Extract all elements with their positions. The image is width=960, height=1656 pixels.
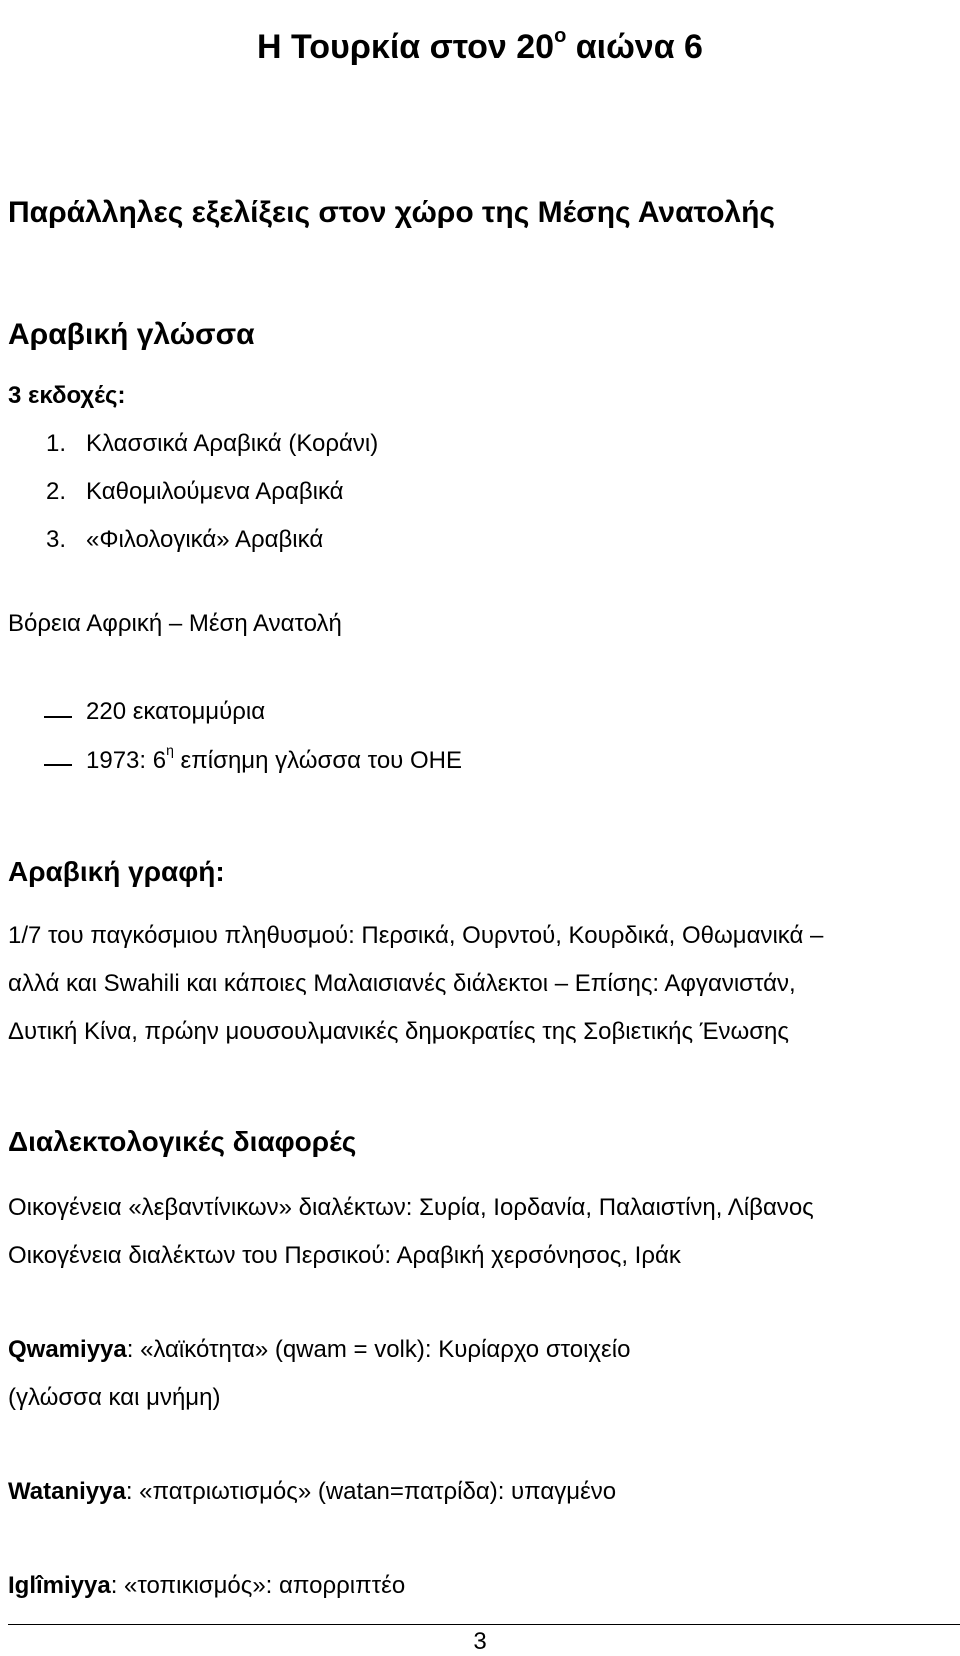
list-item: Καθομιλούμενα Αραβικά — [86, 478, 344, 505]
paragraph-line: αλλά και Swahili και κάποιες Μαλαισιανές διάλεκτοι – Επίσης: Αφγανιστάν, — [8, 970, 796, 997]
list-item-number: 1. — [46, 430, 67, 457]
paragraph-line: Οικογένεια διαλέκτων του Περσικού: Αραβική χερσόνησος, Ιράκ — [8, 1242, 681, 1269]
page-number: 3 — [473, 1628, 487, 1655]
list-item-number: 3. — [46, 526, 67, 553]
term-qwamiyya: Qwamiyya: «λαϊκότητα» (qwam = volk): Κυρίαρχο στοιχείο — [8, 1336, 631, 1363]
list-item: «Φιλολογικά» Αραβικά — [86, 526, 324, 553]
section-heading: Παράλληλες εξελίξεις στον χώρο της Μέσης Ανατολής — [8, 196, 776, 229]
list-item: Κλασσικά Αραβικά (Κοράνι) — [86, 430, 379, 457]
term-continuation: (γλώσσα και μνήμη) — [8, 1384, 221, 1411]
dash-bullet — [44, 764, 72, 766]
region-line: Βόρεια Αφρική – Μέση Ανατολή — [8, 610, 342, 637]
arabic-language-heading: Αραβική γλώσσα — [8, 318, 255, 351]
term-iglimiyya: Iglîmiyya: «τοπικισμός»: απορριπτέο — [8, 1572, 406, 1599]
paragraph-line: 1/7 του παγκόσμιου πληθυσμού: Περσικά, Ουρντού, Κουρδικά, Οθωμανικά – — [8, 922, 824, 949]
term-wataniyya: Wataniyya: «πατριωτισμός» (watan=πατρίδα): υπαγμένο — [8, 1478, 617, 1505]
fact-item: 1973: $6^\eta$ επίσημη γλώσσα του ΟΗΕ — [86, 742, 462, 774]
paragraph-line: Οικογένεια «λεβαντίνικων» διαλέκτων: Συρία, Ιορδανία, Παλαιστίνη, Λίβανος — [8, 1194, 814, 1221]
paragraph-line: Δυτική Κίνα, πρώην μουσουλμανικές δημοκρατίες της Σοβιετικής Ένωσης — [8, 1018, 789, 1045]
dialects-heading: Διαλεκτολογικές διαφορές — [8, 1126, 357, 1157]
list-item-number: 2. — [46, 478, 67, 505]
footer-divider — [8, 1624, 960, 1625]
arabic-script-heading: Αραβική γραφή: — [8, 856, 225, 887]
page-title: Η Τουρκία στον $20^o$ αιώνα 6 — [257, 24, 703, 66]
fact-item: 220 εκατομμύρια — [86, 698, 266, 725]
versions-label: 3 εκδοχές: — [8, 382, 126, 409]
dash-bullet — [44, 716, 72, 718]
